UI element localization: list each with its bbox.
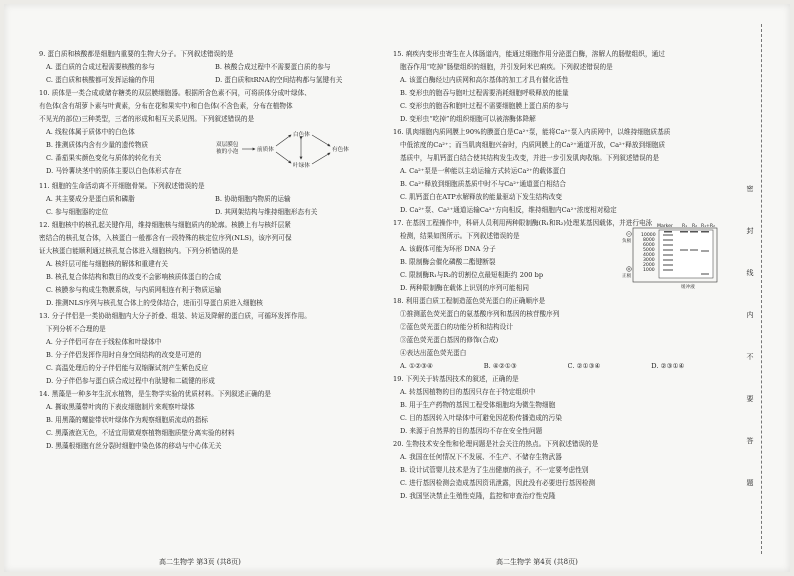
seal-char-5: 不 [746, 353, 754, 361]
q11-option-b: B. 协助细胞内物质的运输 [215, 195, 291, 203]
q16-option-c: C. 肌钙蛋白在ATP水解释放的能量驱动下发生结构改变 [400, 193, 563, 201]
bp-label-8000: 8000 [643, 238, 655, 243]
q11-option-c: C. 参与细胞器的定位 [46, 208, 109, 216]
lane-label-r1-r2: R₁+R₂ [701, 224, 715, 229]
q13-option-d: D. 分子伴侣参与蛋白质合成过程中有肽键和二硫键的形成 [46, 377, 215, 385]
q9-stem: 9. 蛋白质和核酸都是细胞内重要的生物大分子。下列叙述错误的是 [39, 50, 234, 58]
exam-sheet [4, 4, 790, 572]
binding-margin [741, 4, 787, 572]
q17-option-b: B. 限制酶会催化磷酸二酯键断裂 [400, 258, 496, 266]
q15-stem-line-1: 15. 痢疾内变形虫寄生在人体肠道内，能通过细胞作用分泌蛋白酶，溶解人的肠壁组织，通过 [393, 50, 665, 58]
page-4-column [393, 48, 735, 503]
electrophoresis-figure [621, 224, 731, 295]
q12-option-a: A. 核纤层可能与细胞核的解体和重建有关 [46, 260, 169, 268]
bp-label-3000: 3000 [643, 258, 655, 263]
page-3-footer: 高二生物学 第3页 (共8页) [159, 558, 241, 566]
lane-label-marker: Marker [657, 224, 673, 229]
well-r1r2 [701, 231, 709, 233]
question-16 [393, 126, 735, 217]
question-10 [39, 87, 384, 180]
question-19 [393, 373, 735, 438]
bp-label-5000: 5000 [643, 248, 655, 253]
q10-option-d: D. 马铃薯块茎中的质体主要以白色体形式存在 [46, 167, 182, 175]
q14-stem: 14. 黑藻是一种多年生沉水植物，是生物学实验的优质材料。下列叙述正确的是 [39, 390, 272, 398]
question-15 [393, 48, 735, 126]
q13-option-c: C. 高温处理后的分子伴侣能与双缩脲试剂产生紫色反应 [46, 364, 208, 372]
q14-option-b: B. 用黑藻的螺旋带状叶绿体作为观察细胞质流动的指标 [46, 416, 208, 424]
well-marker [664, 231, 672, 233]
gel-slab [659, 230, 713, 278]
q12-stem-line-3: 证大核蛋白能顺利通过核孔复合体进入细胞核内。下列分析错误的是 [39, 247, 239, 255]
well-r2 [690, 231, 698, 233]
bp-label-2000: 2000 [643, 263, 655, 268]
diagram-node-proplastid: 前质体 [257, 147, 274, 153]
q13-option-b: B. 分子伴侣发挥作用时自身空间结构的改变是可逆的 [46, 351, 202, 359]
q17-stem-line-1: 17. 在基因工程操作中，科研人员利用两种限制酶(R₁和R₂)处理某基因载体，并进行电泳 [393, 219, 653, 227]
q15-option-b: B. 变形虫的胞吞与胞吐过程需要消耗细胞呼吸释放的能量 [400, 89, 569, 97]
positive-pole-label: 正极 [622, 274, 632, 279]
q19-option-a: A. 转基因植物的目的基因只存在于特定组织中 [400, 388, 536, 396]
question-20 [393, 438, 735, 503]
seal-char-6: 要 [746, 395, 754, 403]
q10-option-c: C. 番茄果实颜色变化与质体的转化有关 [46, 154, 162, 162]
q18-option-b: B. ④②①③ [483, 362, 517, 370]
seal-char-8: 题 [746, 479, 754, 487]
q18-step-4: ④表达出蓝色荧光蛋白 [400, 349, 467, 357]
q17-option-c: C. 限制酶R₁与R₂的切割位点最短相距约 200 bp [400, 271, 544, 279]
q12-stem-line-1: 12. 细胞核中的核孔起关键作用，维持细胞核与细胞质内的轮廓。核膜上有与核纤层紧 [39, 221, 291, 229]
seal-dashed-line [761, 24, 762, 554]
q10-stem-line-2: 有色体(含有胡萝卜素与叶黄素，分布在花和果实中)和白色体(不含色素，分布在植物体 [39, 102, 293, 110]
diagram-node-vesicle-line-1: 双层膜包 [216, 142, 239, 148]
seal-char-4: 内 [746, 311, 754, 319]
q15-option-a: A. 该蛋白酶经过内质网和高尔基体的加工才具有催化活性 [400, 76, 569, 84]
well-r1 [680, 231, 688, 233]
q16-stem-line-2: 中低浓度的Ca²⁺；而当肌肉细胞兴奋时，内质网膜上的Ca²⁺通道开放，Ca²⁺释放到细胞质 [400, 141, 666, 149]
seal-char-3: 线 [746, 269, 754, 277]
q20-option-c: C. 进行基因检测会造成基因资讯泄露，因此没有必要进行基因检测 [400, 479, 596, 487]
q11-option-d: D. 其网架结构与维持细胞形态有关 [215, 208, 318, 216]
q12-option-d: D. 推测NLS序列与核孔复合体上的受体结合，进而引导蛋白质进入细胞核 [46, 299, 263, 307]
diagram-node-leucoplast: 白色体 [293, 132, 310, 138]
question-13 [39, 310, 384, 388]
q12-option-c: C. 核膜参与构成生物膜系统，与内质网相连有利于物质运输 [46, 286, 222, 294]
page-4-footer: 高二生物学 第4页 (共8页) [496, 558, 578, 566]
q18-option-a: A. ①②③④ [400, 362, 433, 370]
q10-option-b: B. 推测质体内含有少量的遗传物质 [46, 141, 149, 149]
q15-option-d: D. 变形虫“吃掉”的组织细胞可以被溶酶体降解 [400, 115, 536, 123]
arrow-proplastid-to-leucoplast [276, 135, 291, 146]
q9-option-d: D. 蛋白质和tRNA的空间结构都与氢键有关 [215, 76, 343, 84]
q19-stem: 19. 下列关于转基因技术的叙述，正确的是 [393, 375, 519, 383]
q9-option-b: B. 核酸合成过程中不需要蛋白质的参与 [215, 63, 331, 71]
diagram-node-chloroplast: 叶绿体 [293, 163, 310, 169]
q19-option-b: B. 用于生产药物的基因工程受体细胞均为微生物细胞 [400, 401, 556, 409]
q19-option-c: C. 目的基因转入叶绿体中可避免因花粉传播造成的污染 [400, 414, 562, 422]
arrow-leucoplast-to-chromoplast [312, 135, 330, 146]
negative-pole-label: 负极 [622, 239, 632, 244]
q16-option-d: D. Ca²⁺泵、Ca²⁺通道运输Ca²⁺方向相反，维持细胞内Ca²⁺浓度相对稳定 [400, 206, 617, 214]
q18-step-3: ③蓝色荧光蛋白基因的修饰(合成) [400, 336, 499, 344]
question-12 [39, 219, 384, 310]
bp-label-10000: 10000 [641, 233, 656, 238]
seal-char-2: 封 [746, 227, 754, 235]
q11-option-a: A. 其主要成分是蛋白质和磷脂 [46, 195, 135, 203]
arrow-chloroplast-to-chromoplast [312, 153, 330, 164]
q20-option-b: B. 设计试管婴儿技术是为了生出健康的孩子，不一定要考虑性别 [400, 466, 589, 474]
q18-option-d: D. ②③①④ [651, 362, 685, 370]
q18-step-1: ①推测蓝色荧光蛋白的氨基酸序列和基因的核苷酸序列 [400, 310, 560, 318]
q17-option-d: D. 两种限制酶在载体上识别的序列可能相同 [400, 284, 529, 292]
q16-option-a: A. Ca²⁺泵是一种能以主动运输方式转运Ca²⁺的载体蛋白 [400, 167, 566, 175]
buffer-label: 缓冲液 [681, 285, 695, 290]
q17-stem-line-2: 检测，结果如图所示。下列叙述错误的是 [400, 232, 520, 240]
q15-option-c: C. 变形虫的胞吞和胞吐过程不需要细胞膜上蛋白质的参与 [400, 102, 569, 110]
q13-option-a: A. 分子伴侣可存在于线粒体和叶绿体中 [46, 338, 162, 346]
q16-stem-line-3: 基质中，与肌钙蛋白结合使其结构发生改变，并进一步引发肌肉收缩。下列叙述错误的是 [400, 154, 660, 162]
q14-option-a: A. 撕取黑藻带叶肉的下表皮细胞制片来观察叶绿体 [46, 403, 195, 411]
seal-line-label [744, 4, 756, 572]
seal-char-7: 答 [746, 437, 754, 445]
arrow-proplastid-to-chloroplast [276, 152, 291, 163]
q12-option-b: B. 核孔复合体结构和数目的改变不会影响核质体蛋白的合成 [46, 273, 222, 281]
q13-stem-line-1: 13. 分子伴侣是一类协助细胞内大分子折叠、组装、转运及降解的蛋白质，可循环发挥作用。 [39, 312, 311, 320]
q18-option-c: C. ②①③④ [567, 362, 601, 370]
q20-option-a: A. 我国在任何情况下不发展、不生产、不储存生物武器 [400, 453, 562, 461]
q13-stem-line-2: 下列分析不合理的是 [46, 325, 106, 333]
q11-stem: 11. 细胞的生命活动离不开细胞骨架。下列叙述错误的是 [39, 182, 205, 190]
q19-option-d: D. 来源于自然界的目的基因均不存在安全性问题 [400, 427, 543, 435]
lane-label-r1: R₁ [682, 224, 688, 229]
bp-label-6000: 6000 [643, 243, 655, 248]
bp-label-1000: 1000 [643, 268, 655, 273]
page-3-column [39, 48, 384, 453]
q15-stem-line-2: 胞吞作用“吃掉”肠壁组织的细胞，并引发阿米巴痢疾。下列叙述错误的是 [400, 63, 613, 71]
q14-option-c: C. 黑藻液泡无色，不适宜用做观察植物细胞质壁分离实验的材料 [46, 429, 235, 437]
q10-option-a: A. 线粒体属于质体中的白色体 [46, 128, 135, 136]
diagram-node-chromoplast: 有色体 [332, 147, 349, 153]
bp-label-4000: 4000 [643, 253, 655, 258]
plastid-diagram [214, 126, 379, 180]
question-9 [39, 48, 384, 87]
question-17 [393, 217, 735, 295]
q14-option-d: D. 黑藻根细胞有丝分裂时细胞中染色体的移动与中心体无关 [46, 442, 222, 450]
q16-stem-line-1: 16. 肌肉细胞内质网膜上90%的膜蛋白是Ca²⁺泵，能将Ca²⁺泵入内质网中，以维持细胞质基质 [393, 128, 671, 136]
question-11 [39, 180, 384, 219]
q16-option-b: B. Ca²⁺释放到细胞质基质中时不与Ca²⁺通道蛋白相结合 [400, 180, 567, 188]
q10-stem-line-3: 不见光的部位)三种类型，三者的形成和相互关系见图。下列叙述错误的是 [39, 115, 255, 123]
q9-option-c: C. 蛋白质和核酸都可发挥运输的作用 [46, 76, 155, 84]
q9-option-a: A. 蛋白质的合成过程需要核酸的参与 [46, 63, 155, 71]
diagram-node-vesicle-line-2: 被的小泡 [216, 149, 239, 155]
seal-char-1: 密 [746, 185, 754, 193]
question-18 [393, 295, 735, 373]
q20-stem: 20. 生物技术安全性和伦理问题是社会关注的热点。下列叙述错误的是 [393, 440, 599, 448]
lane-label-r2: R₂ [692, 224, 698, 229]
q10-stem-line-1: 10. 质体是一类合成或储存糖类的双层膜细胞器。根据所含色素不同，可将质体分成叶绿体、 [39, 89, 311, 97]
q18-step-2: ②蓝色荧光蛋白的功能分析和结构设计 [400, 323, 513, 331]
question-14 [39, 388, 384, 453]
q17-option-a: A. 该载体可能为环形 DNA 分子 [400, 245, 496, 253]
q18-stem: 18. 利用蛋白质工程制造蓝色荧光蛋白的正确顺序是 [393, 297, 546, 305]
q20-option-d: D. 我国坚决禁止生殖性克隆，监控和审查治疗性克隆 [400, 492, 556, 500]
q12-stem-line-2: 密结合的核孔复合体，入核蛋白一般都含有一段特殊的核定位序列(NLS)，该序列可保 [39, 234, 292, 242]
